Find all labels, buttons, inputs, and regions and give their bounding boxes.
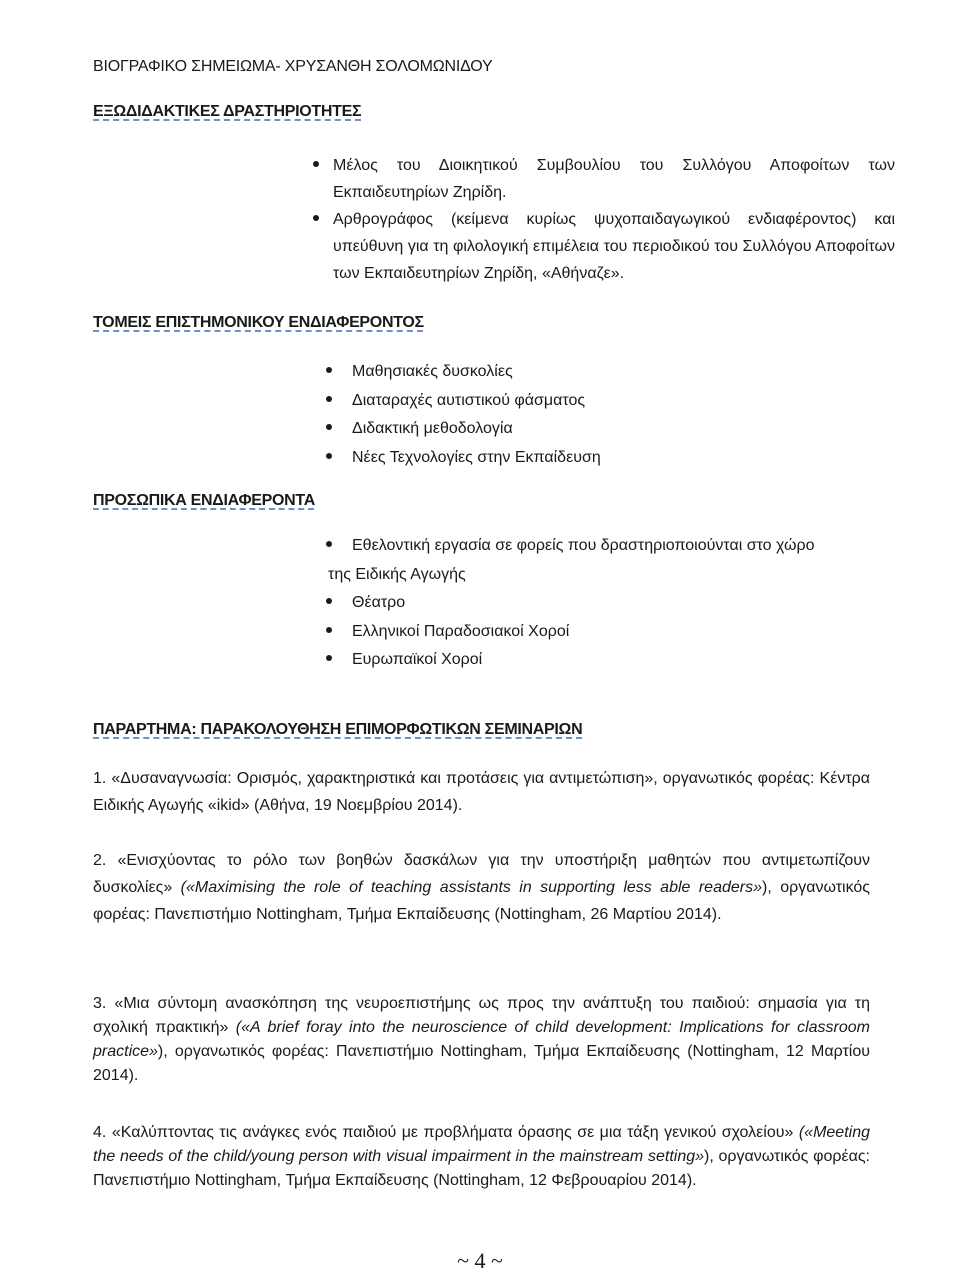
list-item: Διδακτική μεθοδολογία [352, 415, 892, 444]
seminar-item-3 [93, 992, 870, 1088]
section-title-personal-interests: ΠΡΟΣΩΠΙΚΑ ΕΝΔΙΑΦΕΡΟΝΤΑ [93, 492, 315, 509]
seminar-text: 4. «Καλύπτοντας τις ανάγκες ενός παιδιού με προβλήματα όρασης σε μια τάξη γενικού σχολείου» [93, 1124, 799, 1141]
seminar-english-title: («A brief foray into the neuroscience of child development: Implications for classroom practice» [93, 1019, 870, 1060]
personal-interests-list [328, 532, 892, 675]
list-item-line: της Ειδικής Αγωγής [328, 565, 466, 583]
seminar-text: ), οργανωτικός φορέας: Πανεπιστήμιο Nottingham, Τμήμα Εκπαίδευσης (Nottingham, 26 Μαρτίου 2014). [93, 879, 870, 923]
list-item-line: Εθελοντική εργασία σε φορείς που δραστηριοποιούνται στο χώρο [352, 537, 815, 554]
page-number: ~ 4 ~ [457, 1248, 503, 1273]
seminar-text: ), οργανωτικός φορέας: Πανεπιστήμιο Nottingham, Τμήμα Εκπαίδευσης (Nottingham, 12 Φεβρουαρίου 2014). [93, 1148, 870, 1189]
section-title-extracurricular: ΕΞΩΔΙΔΑΚΤΙΚΕΣ ΔΡΑΣΤΗΡΙΟΤΗΤΕΣ [93, 103, 362, 120]
list-item: Διαταραχές αυτιστικού φάσματος [352, 387, 892, 416]
seminar-text: ), οργανωτικός φορέας: Πανεπιστήμιο Nottingham, Τμήμα Εκπαίδευσης (Nottingham, 12 Μαρτίου 2014). [93, 1043, 870, 1084]
seminar-item-4 [93, 1121, 870, 1193]
seminar-text: 3. «Μια σύντομη ανασκόπηση της νευροεπιστήμης ως προς την ανάπτυξη του παιδιού: σημασία για τη σχολική πρακτική» [93, 995, 870, 1036]
seminar-item-2 [93, 847, 870, 928]
seminar-text: 2. «Ενισχύοντας το ρόλο των βοηθών δασκάλων για την υποστήριξη μαθητών που αντιμετωπίζουν δυσκολίες» [93, 852, 870, 896]
list-item: Νέες Τεχνολογίες στην Εκπαίδευση [352, 444, 892, 473]
list-item: Ευρωπαϊκοί Χοροί [352, 646, 892, 675]
list-item: Θέατρο [352, 589, 892, 618]
section-title-appendix: ΠΑΡΑΡΤΗΜΑ: ΠΑΡΑΚΟΛΟΥΘΗΣΗ ΕΠΙΜΟΡΦΩΤΙΚΩΝ ΣΕΜΙΝΑΡΙΩΝ [93, 721, 583, 738]
seminar-item-1 [93, 765, 870, 819]
seminar-english-title: («Maximising the role of teaching assistants in supporting less able readers» [180, 879, 762, 896]
document-header: ΒΙΟΓΡΑΦΙΚΟ ΣΗΜΕΙΩΜΑ- ΧΡΥΣΑΝΘΗ ΣΟΛΟΜΩΝΙΔΟΥ [93, 58, 493, 75]
list-item: Αρθρογράφος (κείμενα κυρίως ψυχοπαιδαγωγικού ενδιαφέροντος) και υπεύθυνη για τη φιλολογική επιμέλεια του περιοδικού του Συλλόγου Αποφοίτων των Εκπαιδευτηρίων Ζηρίδη, «Αθήναζε». [333, 206, 895, 287]
extracurricular-list [333, 152, 895, 287]
seminar-english-title: («Meeting the needs of the child/young person with visual impairment in the mainstream setting» [93, 1124, 870, 1165]
section-title-scientific-interests: ΤΟΜΕΙΣ ΕΠΙΣΤΗΜΟΝΙΚΟΥ ΕΝΔΙΑΦΕΡΟΝΤΟΣ [93, 314, 424, 331]
list-item [328, 532, 892, 589]
list-item: Μέλος του Διοικητικού Συμβουλίου του Συλλόγου Αποφοίτων των Εκπαιδευτηρίων Ζηρίδη. [333, 152, 895, 206]
list-item: Μαθησιακές δυσκολίες [352, 358, 892, 387]
scientific-interests-list [352, 358, 892, 472]
seminar-text: 1. «Δυσαναγνωσία: Ορισμός, χαρακτηριστικά και προτάσεις για αντιμετώπιση», οργανωτικός φορέας: Κέντρα Ειδικής Αγωγής «ikid» (Αθήνα, 19 Νοεμβρίου 2014). [93, 770, 870, 814]
list-item: Ελληνικοί Παραδοσιακοί Χοροί [352, 618, 892, 647]
